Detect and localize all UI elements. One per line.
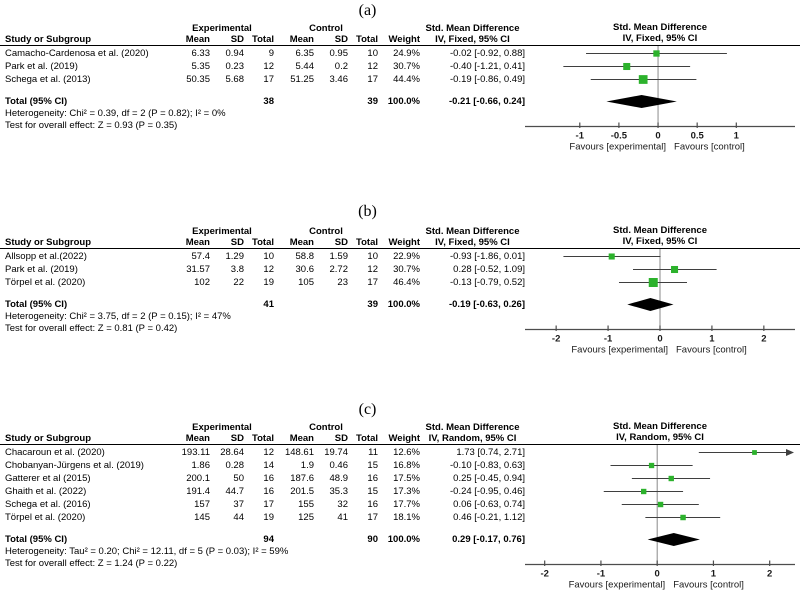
sd-experimental: 44.7 [225, 485, 244, 497]
column-header-effect: IV, Fixed, 95% CI [435, 237, 510, 248]
weight-value: 30.7% [393, 263, 420, 275]
header-spacer [0, 226, 170, 237]
mean-control: 5.44 [295, 60, 314, 72]
weight-value: 17.7% [393, 498, 420, 510]
ci-text: -0.10 [-0.83, 0.63] [450, 459, 525, 471]
total-control: 15 [367, 485, 378, 497]
total-control: 17 [367, 73, 378, 85]
study-name: Ghaith et al. (2022) [5, 485, 87, 497]
column-header-total-exp: Total [252, 433, 274, 444]
ci-text: 0.28 [-0.52, 1.09] [453, 263, 525, 275]
total-control: 10 [367, 47, 378, 59]
effect-square [639, 75, 648, 84]
total-label: Total (95% CI) [5, 533, 68, 545]
effect-square [658, 502, 663, 507]
pooled-diamond [627, 298, 673, 311]
favours-experimental-label: Favours [experimental] [569, 141, 667, 153]
sd-control: 48.9 [329, 472, 348, 484]
sd-control: 0.2 [334, 60, 348, 72]
effect-square [649, 463, 654, 468]
total-experimental-sum: 94 [263, 533, 274, 545]
effect-square [641, 489, 646, 494]
group-header-experimental: Experimental [192, 226, 252, 237]
column-header-sd-exp: SD [230, 34, 244, 45]
study-name: Törpel et al. (2020) [5, 511, 86, 523]
effect-square [680, 515, 685, 520]
total-experimental: 12 [263, 446, 274, 458]
total-weight: 100.0% [387, 533, 420, 545]
total-experimental-sum: 41 [263, 298, 274, 310]
total-weight: 100.0% [387, 298, 420, 310]
sd-control: 23 [337, 276, 348, 288]
sd-control: 41 [337, 511, 348, 523]
tick-label: -1 [575, 130, 585, 142]
mean-experimental: 31.57 [186, 263, 210, 275]
column-header-total-ctl: Total [356, 34, 378, 45]
studies-body [0, 46, 525, 108]
tick-label: 2 [761, 333, 767, 345]
total-ci-text: 0.29 [-0.17, 0.76] [452, 533, 525, 545]
total-control: 12 [367, 60, 378, 72]
mean-experimental: 191.4 [186, 485, 210, 497]
tick-label: 0 [655, 130, 661, 142]
sd-experimental: 44 [233, 511, 244, 523]
total-control-sum: 39 [367, 95, 378, 107]
total-experimental: 19 [263, 511, 274, 523]
total-row [0, 298, 525, 311]
heterogeneity-text: Heterogeneity: Chi² = 3.75, df = 2 (P = 0.15); I² = 47% [5, 311, 231, 322]
ci-text: 0.25 [-0.45, 0.94] [453, 472, 525, 484]
study-name: Park et al. (2019) [5, 263, 78, 275]
effect-square [653, 50, 659, 56]
effect-square [671, 266, 678, 273]
effect-square [752, 450, 757, 455]
mean-experimental: 157 [194, 498, 210, 510]
group-header-smd: Std. Mean Difference [425, 422, 520, 433]
sd-control: 35.3 [329, 485, 348, 497]
table-header-grid [0, 226, 525, 248]
group-header-control: Control [309, 226, 343, 237]
tick-label: 2 [767, 568, 773, 580]
column-header-sd-ctl: SD [334, 34, 348, 45]
tick-label: 0.5 [690, 130, 704, 142]
header-spacer [378, 422, 420, 433]
effect-square [609, 253, 615, 259]
total-experimental: 9 [268, 47, 274, 59]
study-row [0, 47, 525, 60]
mean-experimental: 193.11 [181, 446, 210, 458]
header-spacer [0, 422, 170, 433]
weight-value: 17.5% [393, 472, 420, 484]
group-header-smd: Std. Mean Difference [425, 23, 520, 34]
mean-experimental: 50.35 [186, 73, 210, 85]
group-header-experimental: Experimental [192, 23, 252, 34]
studies-body [0, 445, 525, 546]
total-experimental: 19 [263, 276, 274, 288]
overall-effect-text: Test for overall effect: Z = 1.24 (P = 0.22) [5, 558, 178, 569]
favours-experimental-label: Favours [experimental] [568, 579, 666, 591]
total-experimental: 16 [263, 485, 274, 497]
column-header-weight: Weight [388, 433, 420, 444]
overall-effect-text: Test for overall effect: Z = 0.93 (P = 0.35) [5, 120, 178, 131]
study-name: Schega et al. (2016) [5, 498, 91, 510]
total-control: 11 [368, 446, 378, 458]
forest-plot-svg [525, 0, 795, 186]
total-experimental: 17 [263, 498, 274, 510]
column-header-study: Study or Subgroup [5, 34, 92, 45]
group-header-control: Control [309, 422, 343, 433]
column-header-sd-ctl: SD [334, 433, 348, 444]
plot-header-model: IV, Fixed, 95% CI [622, 236, 698, 247]
sd-control: 0.95 [329, 47, 348, 59]
effect-square [623, 63, 630, 70]
tick-label: 0 [654, 568, 660, 580]
total-control-sum: 90 [367, 533, 378, 545]
study-row [0, 459, 525, 472]
total-control: 15 [367, 459, 378, 471]
weight-value: 24.9% [393, 47, 420, 59]
sd-control: 0.46 [329, 459, 348, 471]
study-row [0, 446, 525, 459]
ci-text: -0.02 [-0.92, 0.88] [450, 47, 525, 59]
header-spacer [0, 23, 170, 34]
plot-header-measure: Std. Mean Difference [613, 22, 707, 33]
studies-body [0, 249, 525, 311]
mean-experimental: 6.33 [191, 47, 210, 59]
study-row [0, 511, 525, 524]
mean-control: 30.6 [295, 263, 314, 275]
ci-text: -0.19 [-0.86, 0.49] [450, 73, 525, 85]
total-control: 12 [367, 263, 378, 275]
total-label: Total (95% CI) [5, 298, 68, 310]
study-name: Gatterer et al (2015) [5, 472, 91, 484]
panel-c-label: (c) [358, 401, 377, 418]
header-spacer [378, 23, 420, 34]
column-header-mean-ctl: Mean [289, 237, 314, 248]
panel-b-label: (b) [358, 203, 377, 220]
total-ci-text: -0.19 [-0.63, 0.26] [448, 298, 525, 310]
mean-control: 187.6 [290, 472, 314, 484]
sd-experimental: 3.8 [230, 263, 244, 275]
sd-experimental: 50 [233, 472, 244, 484]
ci-text: -0.40 [-1.21, 0.41] [450, 60, 525, 72]
column-header-sd-exp: SD [230, 433, 244, 444]
sd-control: 2.72 [329, 263, 348, 275]
study-row [0, 250, 525, 263]
ci-text: -0.24 [-0.95, 0.46] [450, 485, 525, 497]
mean-experimental: 145 [194, 511, 210, 523]
tick-label: -2 [551, 333, 561, 345]
tick-label: 0 [657, 333, 663, 345]
weight-value: 12.6% [393, 446, 420, 458]
forest-plot-svg [525, 390, 795, 593]
forest-plot-svg [525, 186, 795, 390]
study-row [0, 498, 525, 511]
total-experimental: 17 [263, 73, 274, 85]
total-control-sum: 39 [367, 298, 378, 310]
column-header-study: Study or Subgroup [5, 237, 92, 248]
forest-panel-a [0, 0, 800, 186]
column-header-effect: IV, Random, 95% CI [428, 433, 517, 444]
heterogeneity-text: Heterogeneity: Tau² = 0.20; Chi² = 12.11, df = 5 (P = 0.03); I² = 59% [5, 546, 289, 557]
column-header-weight: Weight [388, 237, 420, 248]
group-header-smd: Std. Mean Difference [425, 226, 520, 237]
ci-text: -0.93 [-1.86, 0.01] [450, 250, 525, 262]
column-header-mean-exp: Mean [185, 237, 210, 248]
column-header-total-ctl: Total [356, 237, 378, 248]
total-ci-text: -0.21 [-0.66, 0.24] [448, 95, 525, 107]
effect-square [669, 476, 674, 481]
plot-header-model: IV, Fixed, 95% CI [622, 33, 698, 44]
total-label: Total (95% CI) [5, 95, 68, 107]
mean-experimental: 57.4 [191, 250, 210, 262]
sd-experimental: 0.28 [225, 459, 244, 471]
mean-control: 105 [298, 276, 314, 288]
effect-square [649, 278, 658, 287]
column-header-weight: Weight [388, 34, 420, 45]
total-row [0, 533, 525, 546]
sd-control: 1.59 [329, 250, 348, 262]
pooled-diamond [648, 533, 700, 546]
total-experimental: 12 [263, 60, 274, 72]
study-name: Chobanyan-Jürgens et al. (2019) [5, 459, 144, 471]
total-control: 17 [367, 511, 378, 523]
mean-experimental: 5.35 [191, 60, 210, 72]
favours-control-label: Favours [control] [673, 579, 744, 591]
mean-control: 201.5 [290, 485, 314, 497]
column-header-mean-exp: Mean [185, 34, 210, 45]
header-spacer [378, 226, 420, 237]
study-name: Törpel et al. (2020) [5, 276, 86, 288]
tick-label: 1 [733, 130, 739, 142]
mean-control: 148.61 [284, 446, 314, 458]
column-header-total-exp: Total [252, 34, 274, 45]
forest-panel-c [0, 390, 800, 593]
study-name: Camacho-Cardenosa et al. (2020) [5, 47, 149, 59]
favours-control-label: Favours [control] [674, 141, 745, 153]
ci-text: 0.46 [-0.21, 1.12] [453, 511, 525, 523]
column-header-mean-exp: Mean [185, 433, 210, 444]
tick-label: -0.5 [610, 130, 628, 142]
sd-control: 3.46 [329, 73, 348, 85]
sd-control: 32 [337, 498, 348, 510]
mean-control: 125 [298, 511, 314, 523]
total-experimental-sum: 38 [263, 95, 274, 107]
study-row [0, 276, 525, 289]
mean-experimental: 200.1 [186, 472, 210, 484]
study-row [0, 472, 525, 485]
weight-value: 46.4% [393, 276, 420, 288]
mean-experimental: 102 [194, 276, 210, 288]
tick-label: -2 [540, 568, 549, 580]
total-control: 16 [367, 472, 378, 484]
weight-value: 30.7% [393, 60, 420, 72]
ci-text: 1.73 [0.74, 2.71] [456, 446, 525, 458]
total-weight: 100.0% [387, 95, 420, 107]
forest-plot-area [525, 186, 795, 390]
column-header-mean-ctl: Mean [289, 34, 314, 45]
group-header-experimental: Experimental [192, 422, 252, 433]
arrow-right-icon [786, 449, 794, 456]
forest-plot-area [525, 0, 795, 186]
study-name: Chacaroun et al. (2020) [5, 446, 105, 458]
forest-plot-area [525, 390, 795, 593]
overall-effect-text: Test for overall effect: Z = 0.81 (P = 0.42) [5, 323, 178, 334]
favours-control-label: Favours [control] [676, 344, 747, 356]
column-header-study: Study or Subgroup [5, 433, 92, 444]
sd-control: 19.74 [324, 446, 348, 458]
mean-control: 6.35 [295, 47, 314, 59]
total-experimental: 16 [263, 472, 274, 484]
tick-label: -1 [596, 568, 606, 580]
column-header-sd-ctl: SD [334, 237, 348, 248]
weight-value: 18.1% [393, 511, 420, 523]
forest-panel-b [0, 186, 800, 390]
sd-experimental: 22 [233, 276, 244, 288]
sd-experimental: 5.68 [225, 73, 244, 85]
mean-control: 155 [298, 498, 314, 510]
weight-value: 17.3% [393, 485, 420, 497]
total-control: 16 [367, 498, 378, 510]
study-name: Allsopp et al.(2022) [5, 250, 87, 262]
plot-header-measure: Std. Mean Difference [613, 225, 707, 236]
favours-experimental-label: Favours [experimental] [571, 344, 668, 356]
ci-text: 0.06 [-0.63, 0.74] [453, 498, 525, 510]
sd-experimental: 1.29 [225, 250, 244, 262]
heterogeneity-text: Heterogeneity: Chi² = 0.39, df = 2 (P = 0.82); I² = 0% [5, 108, 226, 119]
total-experimental: 12 [263, 263, 274, 275]
total-experimental: 10 [263, 250, 274, 262]
table-header-grid [0, 422, 525, 444]
mean-control: 1.9 [300, 459, 314, 471]
mean-control: 51.25 [290, 73, 314, 85]
mean-experimental: 1.86 [191, 459, 210, 471]
mean-control: 58.8 [295, 250, 314, 262]
panel-a-label: (a) [358, 2, 377, 19]
pooled-diamond [606, 95, 676, 108]
column-header-total-exp: Total [252, 237, 274, 248]
sd-experimental: 37 [233, 498, 244, 510]
weight-value: 22.9% [393, 250, 420, 262]
sd-experimental: 0.94 [225, 47, 244, 59]
study-row [0, 263, 525, 276]
sd-experimental: 0.23 [225, 60, 244, 72]
table-header-grid [0, 23, 525, 45]
weight-value: 44.4% [393, 73, 420, 85]
group-header-control: Control [309, 23, 343, 34]
ci-text: -0.13 [-0.79, 0.52] [450, 276, 525, 288]
sd-experimental: 28.64 [220, 446, 244, 458]
total-row [0, 95, 525, 108]
study-name: Park et al. (2019) [5, 60, 78, 72]
tick-label: 1 [709, 333, 715, 345]
study-name: Schega et al. (2013) [5, 73, 91, 85]
plot-header-model: IV, Random, 95% CI [616, 432, 704, 443]
column-header-effect: IV, Fixed, 95% CI [435, 34, 510, 45]
total-control: 10 [367, 250, 378, 262]
study-row [0, 73, 525, 86]
plot-header-measure: Std. Mean Difference [613, 421, 707, 432]
total-control: 17 [367, 276, 378, 288]
study-row [0, 60, 525, 73]
total-experimental: 14 [263, 459, 274, 471]
tick-label: 1 [710, 568, 717, 580]
tick-label: -1 [603, 333, 613, 345]
study-row [0, 485, 525, 498]
weight-value: 16.8% [393, 459, 420, 471]
column-header-total-ctl: Total [356, 433, 378, 444]
column-header-mean-ctl: Mean [289, 433, 314, 444]
column-header-sd-exp: SD [230, 237, 244, 248]
